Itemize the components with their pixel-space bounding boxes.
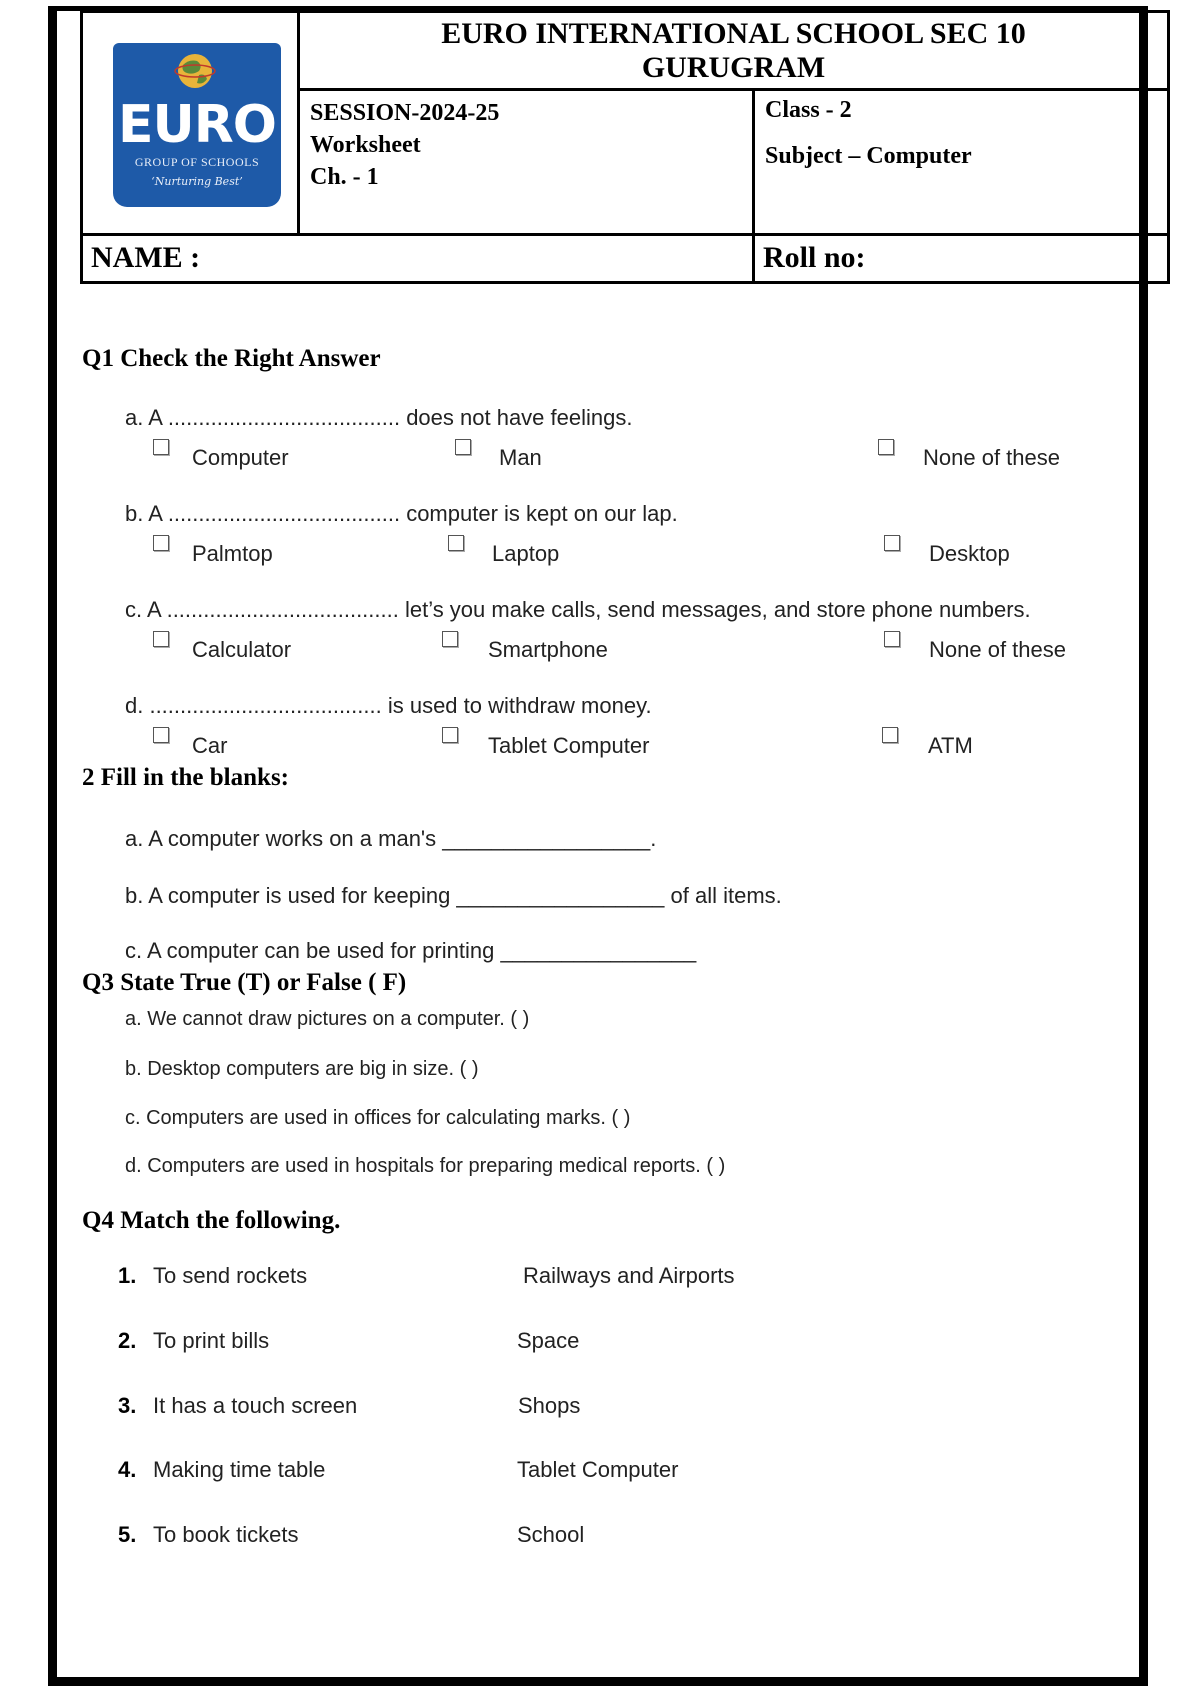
name-cell[interactable]	[80, 233, 755, 284]
match-left-item: To print bills	[153, 1328, 270, 1353]
checkbox[interactable]	[153, 727, 169, 743]
school-title	[300, 17, 1167, 85]
checkbox[interactable]	[878, 439, 894, 455]
q3-item: a. We cannot draw pictures on a computer. ( )	[125, 1008, 530, 1030]
checkbox[interactable]	[442, 727, 458, 743]
session-label: SESSION-2024-25	[310, 100, 500, 126]
q2-heading: 2 Fill in the blanks:	[82, 764, 289, 791]
roll-label: Roll no:	[763, 241, 866, 274]
match-number: 4.	[118, 1457, 137, 1482]
q1-option: Desktop	[929, 541, 1010, 566]
logo-group-text: GROUP OF SCHOOLS	[134, 155, 260, 169]
q3-item: d. Computers are used in hospitals for preparing medical reports. ( )	[125, 1155, 726, 1177]
q2-item: a. A computer works on a man's _________________.	[125, 826, 657, 851]
q1-option: Computer	[192, 445, 289, 470]
subject-label: Subject – Computer	[765, 143, 972, 169]
checkbox[interactable]	[448, 535, 464, 551]
match-number: 1.	[118, 1263, 137, 1288]
roll-cell[interactable]	[752, 233, 1170, 284]
q2-item: c. A computer can be used for printing ________________	[125, 938, 697, 963]
checkbox[interactable]	[882, 727, 898, 743]
match-left-item: To book tickets	[153, 1522, 299, 1547]
class-label: Class - 2	[765, 97, 852, 123]
q1-option: Palmtop	[192, 541, 273, 566]
q1-option: Laptop	[492, 541, 560, 566]
match-right-item: Railways and Airports	[523, 1263, 735, 1288]
q1-option: None of these	[923, 445, 1060, 470]
match-number: 5.	[118, 1522, 137, 1547]
q4-heading: Q4 Match the following.	[82, 1207, 341, 1234]
name-label: NAME :	[91, 241, 201, 274]
match-left-item: Making time table	[153, 1457, 326, 1482]
q1-item-text: d. ...................................... is used to withdraw money.	[125, 693, 652, 718]
school-title-cell	[297, 10, 1170, 91]
checkbox[interactable]	[442, 631, 458, 647]
logo-cell	[80, 10, 300, 236]
chapter-label: Ch. - 1	[310, 164, 379, 190]
q1-option: Calculator	[192, 637, 292, 662]
q3-heading: Q3 State True (T) or False ( F)	[82, 969, 407, 996]
logo-tagline: ‘Nurturing Best’	[151, 175, 243, 188]
q1-item-text: c. A ...................................... let’s you make calls, send messages, and store phone numbers.	[125, 597, 1031, 622]
school-title-line2: GURUGRAM	[641, 51, 826, 84]
q1-option: Smartphone	[488, 637, 608, 662]
checkbox[interactable]	[153, 535, 169, 551]
match-right-item: Space	[517, 1328, 580, 1353]
school-logo	[113, 43, 281, 207]
checkbox[interactable]	[153, 631, 169, 647]
match-left-item: To send rockets	[153, 1263, 308, 1288]
q1-heading: Q1 Check the Right Answer	[82, 345, 381, 372]
q3-item: c. Computers are used in offices for calculating marks. ( )	[125, 1107, 631, 1129]
q1-option: Car	[192, 733, 228, 758]
q1-option: Tablet Computer	[488, 733, 650, 758]
q1-item-text: b. A ...................................... computer is kept on our lap.	[125, 501, 678, 526]
q1-option: None of these	[929, 637, 1066, 662]
q2-item: b. A computer is used for keeping _________________ of all items.	[125, 883, 782, 908]
checkbox[interactable]	[884, 535, 900, 551]
globe-icon	[173, 51, 217, 91]
q1-option: Man	[499, 445, 542, 470]
checkbox[interactable]	[455, 439, 471, 455]
match-number: 3.	[118, 1393, 137, 1418]
session-cell	[297, 88, 755, 236]
checkbox[interactable]	[153, 439, 169, 455]
match-right-item: School	[517, 1522, 585, 1547]
session-info	[310, 97, 499, 193]
match-right-item: Shops	[518, 1393, 581, 1418]
logo-wordmark: EURO	[118, 95, 276, 155]
q3-item: b. Desktop computers are big in size. ( )	[125, 1058, 479, 1080]
school-title-line1: EURO INTERNATIONAL SCHOOL SEC 10	[441, 17, 1026, 50]
worksheet-header	[80, 10, 1170, 284]
checkbox[interactable]	[884, 631, 900, 647]
match-number: 2.	[118, 1328, 137, 1353]
match-right-item: Tablet Computer	[517, 1457, 679, 1482]
match-left-item: It has a touch screen	[153, 1393, 358, 1418]
q1-option: ATM	[928, 733, 973, 758]
worksheet-label: Worksheet	[310, 132, 421, 158]
class-subject-cell	[752, 88, 1170, 236]
q1-item-text: a. A ...................................... does not have feelings.	[125, 405, 633, 430]
